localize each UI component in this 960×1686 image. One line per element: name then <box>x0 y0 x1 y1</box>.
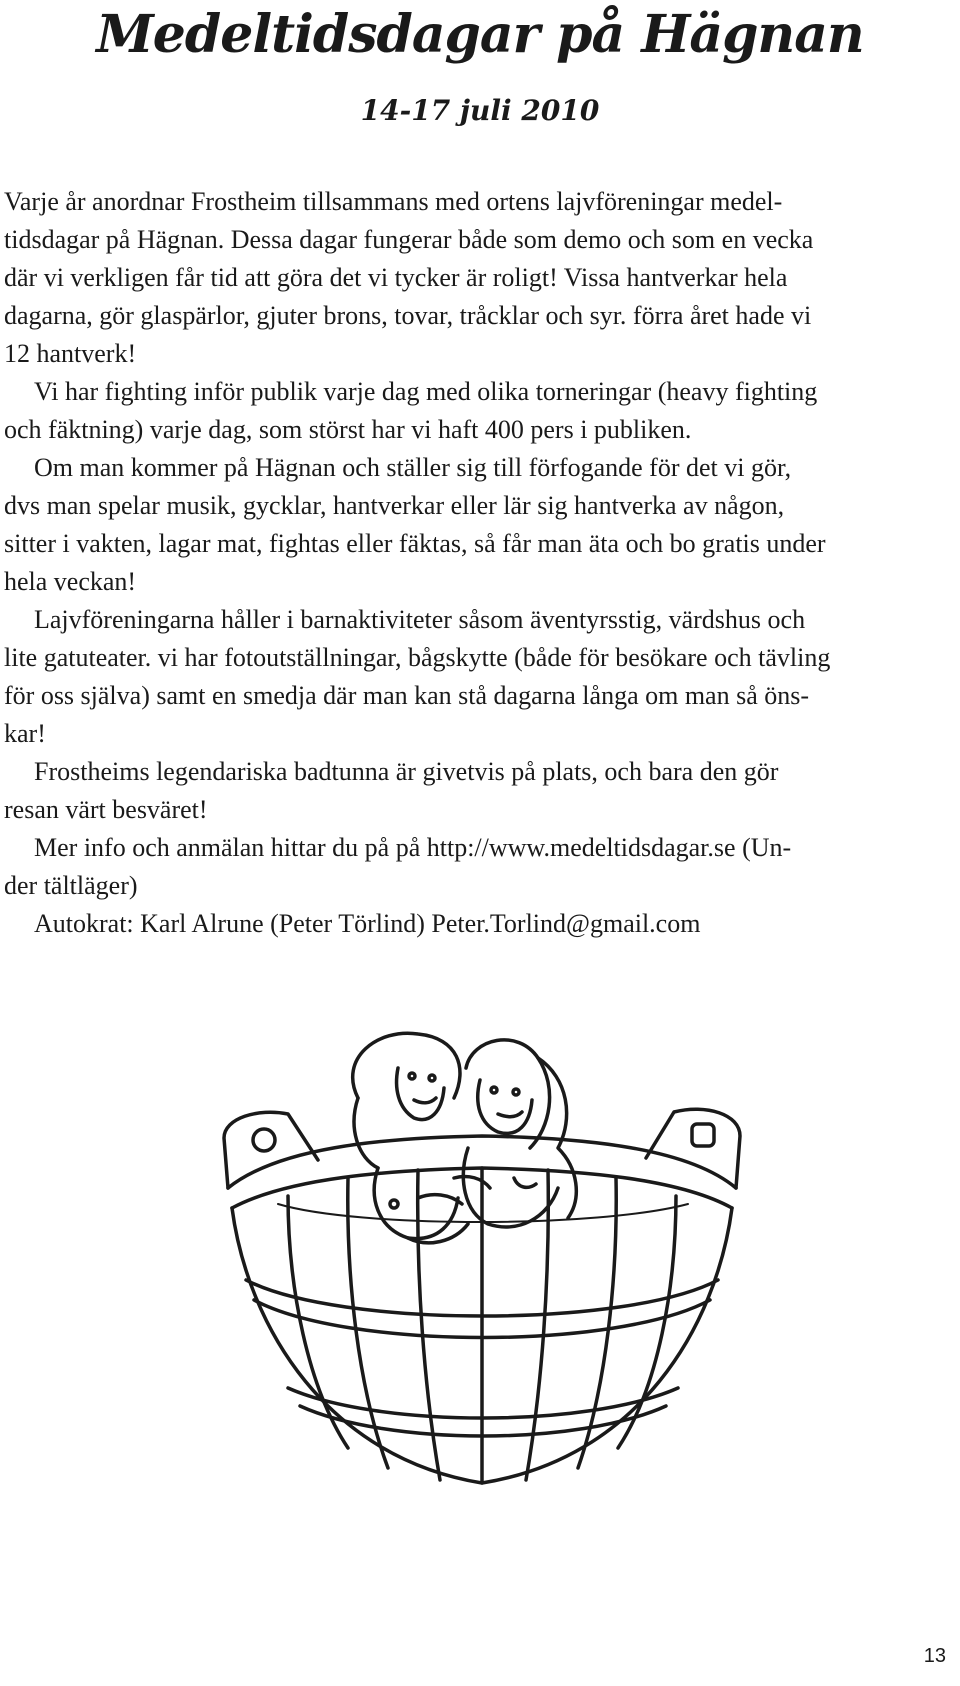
bathtub-woodcut-icon <box>218 1028 746 1498</box>
event-date: 14-17 juli 2010 <box>360 94 600 127</box>
text-line: dvs man spelar musik, gycklar, hantverkar eller lär sig hantverka av någon, <box>4 491 785 520</box>
text-line: för oss själva) samt en smedja där man kan stå dagarna långa om man så öns- <box>4 681 810 710</box>
text-line: Varje år anordnar Frostheim tillsammans med ortens lajvföreningar medel- <box>4 187 783 216</box>
text-line: lite gatuteater. vi har fotoutställningar, bågskytte (både för besökare och tävling <box>4 643 831 672</box>
paragraph-more-info <box>4 829 934 905</box>
text-line: Vi har fighting inför publik varje dag med olika torneringar (heavy fighting <box>34 377 818 406</box>
page-title: Medeltidsdagar på Hägnan <box>96 4 864 65</box>
text-line: kar! <box>4 719 46 748</box>
text-line: Autokrat: Karl Alrune (Peter Törlind) Peter.Torlind@gmail.com <box>34 909 701 938</box>
text-line: 12 hantverk! <box>4 339 137 368</box>
text-line: Lajvföreningarna håller i barnaktiviteter såsom äventyrsstig, värdshus och <box>34 605 806 634</box>
text-line: sitter i vakten, lagar mat, fightas eller fäktas, så får man äta och bo gratis under <box>4 529 826 558</box>
paragraph-participation <box>4 449 934 601</box>
text-line: Mer info och anmälan hittar du på på http://www.medeltidsdagar.se (Un- <box>34 833 792 862</box>
page-number: 13 <box>923 1645 946 1667</box>
article-body <box>4 183 934 943</box>
text-line: resan värt besväret! <box>4 795 208 824</box>
paragraph-contact <box>4 905 934 943</box>
text-line: Frostheims legendariska badtunna är givetvis på plats, och bara den gör <box>34 757 779 786</box>
text-line: där vi verkligen får tid att göra det vi tycker är roligt! Vissa hantverkar hela <box>4 263 788 292</box>
paragraph-badtunna <box>4 753 934 829</box>
text-line: dagarna, gör glaspärlor, gjuter brons, tovar, tråcklar och syr. förra året hade vi <box>4 301 812 330</box>
paragraph-intro <box>4 183 934 373</box>
paragraph-fighting <box>4 373 934 449</box>
text-line: hela veckan! <box>4 567 137 596</box>
paragraph-activities <box>4 601 934 753</box>
text-line: der tältläger) <box>4 871 138 900</box>
text-line: och fäktning) varje dag, som störst har vi haft 400 pers i publiken. <box>4 415 692 444</box>
text-line: tidsdagar på Hägnan. Dessa dagar fungerar både som demo och som en vecka <box>4 225 814 254</box>
text-line: Om man kommer på Hägnan och ställer sig till förfogande för det vi gör, <box>34 453 792 482</box>
